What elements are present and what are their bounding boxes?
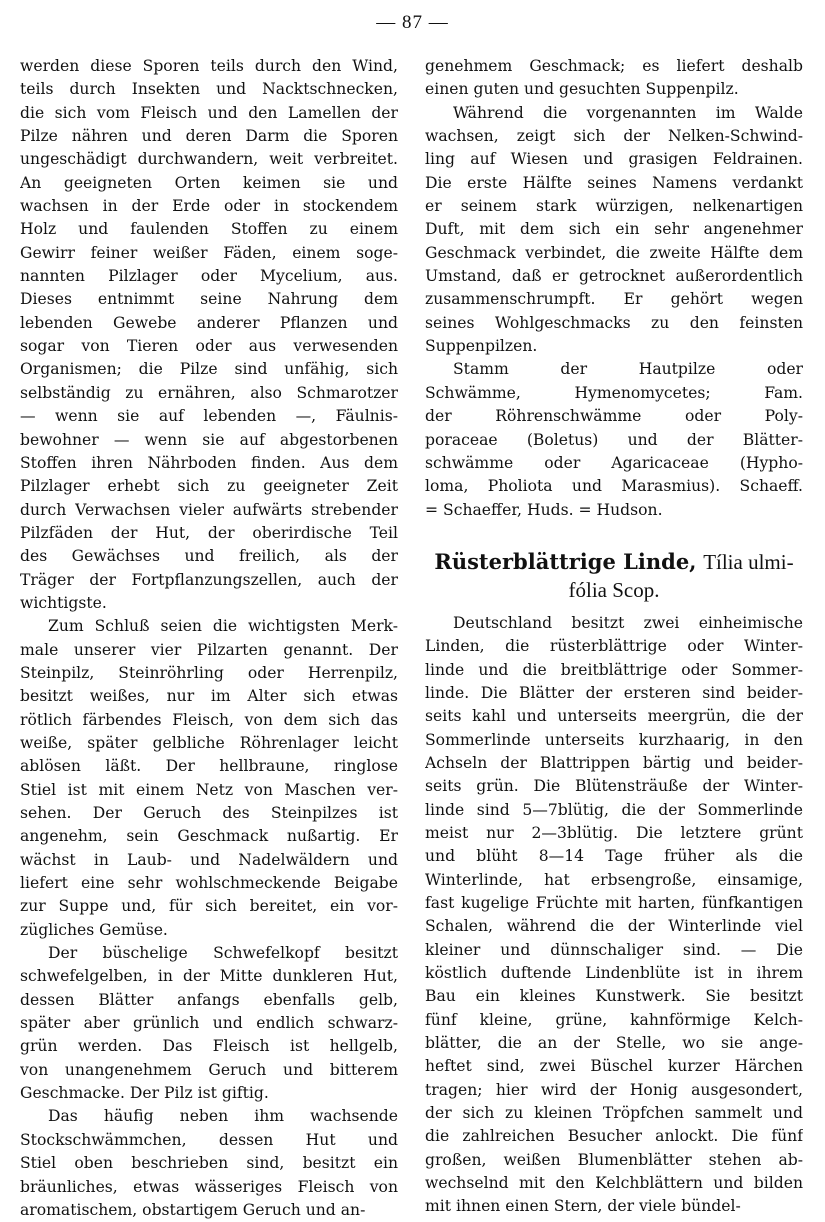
text-line: linde und die breitblättrige oder Sommer-	[425, 660, 803, 679]
text-line: durch Verwachsen vieler aufwärts strebender	[20, 500, 398, 519]
text-line: zusammenschrumpft. Er gehört wegen	[425, 290, 803, 309]
text-line: aromatischem, obstartigem Geruch und an-	[20, 1200, 366, 1219]
text-line: Achseln der Blattrippen bärtig und beider-	[425, 753, 803, 772]
text-line: linde sind 5—7blütig, die der Sommerlinde	[425, 800, 803, 819]
paragraph	[425, 612, 803, 1219]
text-line: besitzt weißes, nur im Alter sich etwas	[20, 687, 398, 706]
text-line: Während die vorgenannten im Walde	[453, 103, 803, 122]
text-line: und blüht 8—14 Tage früher als die	[425, 847, 803, 866]
text-line: der sich zu kleinen Tröpfchen sammelt und	[425, 1104, 803, 1123]
heading-latin-name-part2: fólia Scop.	[568, 577, 660, 602]
text-line: wachsen in der Erde oder in stockendem	[20, 197, 398, 216]
text-line: ablösen läßt. Der hellbraune, ringlose	[20, 757, 398, 776]
text-line: Deutschland besitzt zwei einheimische	[453, 613, 803, 632]
text-line: Geschmacke. Der Pilz ist giftig.	[20, 1084, 269, 1103]
text-line: ling auf Wiesen und grasigen Feldrainen.	[425, 150, 803, 169]
text-line: schwefelgelben, in der Mitte dunkleren Hut,	[20, 967, 398, 986]
text-line: Gewirr feiner weißer Fäden, einem soge-	[20, 243, 398, 262]
text-line: köstlich duftende Lindenblüte ist in ihrem	[425, 964, 803, 983]
text-line: großen, weißen Blumenblätter stehen ab-	[425, 1150, 803, 1169]
text-line: Organismen; die Pilze sind unfähig, sich	[20, 360, 398, 379]
text-line: Stamm der Hautpilze oder	[453, 360, 803, 379]
text-line: poraceae (Boletus) und der Blätter-	[425, 430, 803, 449]
paragraph	[425, 358, 803, 521]
text-line: wachsen, zeigt sich der Nelken-Schwind-	[425, 127, 803, 146]
text-line: — wenn sie auf lebenden —, Fäulnis-	[20, 407, 398, 426]
text-line: meist nur 2—3blütig. Die letztere grünt	[425, 823, 803, 842]
text-line: Stiel ist mit einem Netz von Maschen ver-	[20, 780, 398, 799]
text-line: Bau ein kleines Kunstwerk. Sie besitzt	[425, 987, 803, 1006]
right-column-top-text	[425, 55, 803, 522]
text-line: wichtigste.	[20, 593, 107, 612]
text-line: die sich vom Fleisch und den Lamellen der	[20, 103, 398, 122]
text-line: Schalen, während die der Winterlinde viel	[425, 917, 803, 936]
text-line: einen guten und gesuchten Suppenpilz.	[425, 80, 739, 99]
text-line: weiße, später gelbliche Röhrenlager leicht	[20, 733, 398, 752]
text-line: loma, Pholiota und Marasmius). Schaeff.	[425, 477, 803, 496]
left-column	[20, 55, 398, 1222]
text-line: selbständig zu ernähren, also Schmarotzer	[20, 383, 398, 402]
paragraph	[20, 942, 398, 1105]
right-column-bottom-text	[425, 612, 803, 1219]
text-line: Holz und faulenden Stoffen zu einem	[20, 220, 398, 239]
text-line: Steinpilz, Steinröhrling oder Herrenpilz,	[20, 663, 398, 682]
text-line: Der büschelige Schwefelkopf besitzt	[48, 944, 398, 963]
text-line: bräunliches, etwas wässeriges Fleisch von	[20, 1177, 398, 1196]
text-line: Winterlinde, hat erbsengroße, einsamige,	[425, 870, 803, 889]
text-line: des Gewächses und freilich, als der	[20, 547, 398, 566]
text-line: schwämme oder Agaricaceae (Hypho-	[425, 453, 803, 472]
text-line: Geschmack verbindet, die zweite Hälfte dem	[425, 243, 803, 262]
text-line: Schwämme, Hymenomycetes; Fam.	[425, 383, 803, 402]
text-line: Zum Schluß seien die wichtigsten Merk-	[48, 617, 398, 636]
paragraph	[20, 1105, 398, 1222]
page-number: — 87 —	[376, 12, 449, 33]
paragraph	[20, 55, 398, 615]
text-line: sogar von Tieren oder aus verwesenden	[20, 337, 398, 356]
text-line: teils durch Insekten und Nacktschnecken,	[20, 80, 398, 99]
text-line: seits grün. Die Blütensträuße der Winter-	[425, 777, 803, 796]
text-line: An geeigneten Orten keimen sie und	[20, 173, 398, 192]
text-line: bewohner — wenn sie auf abgestorbenen	[20, 430, 398, 449]
heading-title: Rüsterblättrige Linde,	[434, 548, 697, 574]
text-line: wächst in Laub- und Nadelwäldern und	[20, 850, 398, 869]
text-line: lebenden Gewebe anderer Pflanzen und	[20, 313, 398, 332]
text-line: seines Wohlgeschmacks zu den feinsten	[425, 313, 803, 332]
text-line: angenehm, sein Geschmack nußartig. Er	[20, 827, 398, 846]
text-line: Pilzlager erhebt sich zu geeigneter Zeit	[20, 477, 398, 496]
text-line: Stiel oben beschrieben sind, besitzt ein	[20, 1154, 398, 1173]
text-line: Pilzfäden der Hut, der oberirdische Teil	[20, 523, 398, 542]
text-line: Das häufig neben ihm wachsende	[48, 1107, 398, 1126]
text-line: liefert eine sehr wohlschmeckende Beigabe	[20, 874, 398, 893]
text-line: Stoffen ihren Nährboden finden. Aus dem	[20, 453, 398, 472]
text-line: linde. Die Blätter der ersteren sind beider-	[425, 683, 803, 702]
text-line: rötlich färbendes Fleisch, von dem sich das	[20, 710, 398, 729]
text-line: später aber grünlich und endlich schwarz-	[20, 1014, 398, 1033]
text-line: von unangenehmem Geruch und bitterem	[20, 1060, 398, 1079]
text-line: er seinem stark würzigen, nelkenartigen	[425, 197, 803, 216]
text-line: Suppenpilzen.	[425, 337, 538, 356]
text-line: fast kugelige Früchte mit harten, fünfkantigen	[425, 894, 803, 912]
text-line: Die erste Hälfte seines Namens verdankt	[425, 173, 803, 192]
text-line: zur Suppe und, für sich bereitet, ein vor-	[20, 897, 398, 916]
heading-latin-name-part1: Tília ulmi-	[703, 549, 794, 574]
text-line: tragen; hier wird der Honig ausgesondert,	[425, 1080, 803, 1099]
text-line: Stockschwämmchen, dessen Hut und	[20, 1130, 398, 1149]
text-line: ungeschädigt durchwandern, weit verbreitet.	[20, 150, 398, 169]
text-line: Duft, mit dem sich ein sehr angenehmer	[425, 220, 803, 239]
text-line: blätter, die an der Stelle, wo sie ange-	[425, 1034, 803, 1053]
text-line: seits kahl und unterseits meergrün, die der	[425, 707, 803, 726]
text-line: dessen Blätter anfangs ebenfalls gelb,	[20, 990, 398, 1009]
paragraph	[425, 55, 803, 102]
text-line: Träger der Fortpflanzungszellen, auch der	[20, 570, 398, 589]
text-line: die zahlreichen Besucher anlockt. Die fünf	[425, 1127, 803, 1146]
text-line: heftet sind, zwei Büschel kurzer Härchen	[425, 1057, 803, 1076]
text-line: nannten Pilzlager oder Mycelium, aus.	[20, 267, 398, 286]
paragraph	[425, 102, 803, 359]
text-line: der Röhrenschwämme oder Poly-	[425, 407, 803, 426]
right-column	[425, 55, 803, 1219]
text-line: werden diese Sporen teils durch den Wind,	[20, 57, 398, 75]
text-line: fünf kleine, grüne, kahnförmige Kelch-	[425, 1010, 803, 1029]
text-line: kleiner und dünnschaliger sind. — Die	[425, 940, 803, 959]
paragraph	[20, 615, 398, 942]
text-line: = Schaeffer, Huds. = Hudson.	[425, 500, 663, 519]
text-line: wechselnd mit den Kelchblättern und bilden	[425, 1174, 803, 1193]
text-line: male unserer vier Pilzarten genannt. Der	[20, 640, 398, 659]
text-line: zügliches Gemüse.	[20, 920, 168, 939]
text-line: sehen. Der Geruch des Steinpilzes ist	[20, 804, 398, 822]
text-line: Dieses entnimmt seine Nahrung dem	[20, 290, 398, 309]
text-line: Umstand, daß er getrocknet außerordentlich	[425, 267, 803, 286]
text-line: Pilze nähren und deren Darm die Sporen	[20, 127, 398, 146]
text-line: mit ihnen einen Stern, der viele bündel-	[425, 1197, 741, 1216]
section-heading	[425, 548, 803, 604]
text-line: grün werden. Das Fleisch ist hellgelb,	[20, 1037, 398, 1056]
text-line: Linden, die rüsterblättrige oder Winter-	[425, 637, 803, 656]
text-line: genehmem Geschmack; es liefert deshalb	[425, 57, 803, 75]
text-line: Sommerlinde unterseits kurzhaarig, in den	[425, 730, 803, 749]
